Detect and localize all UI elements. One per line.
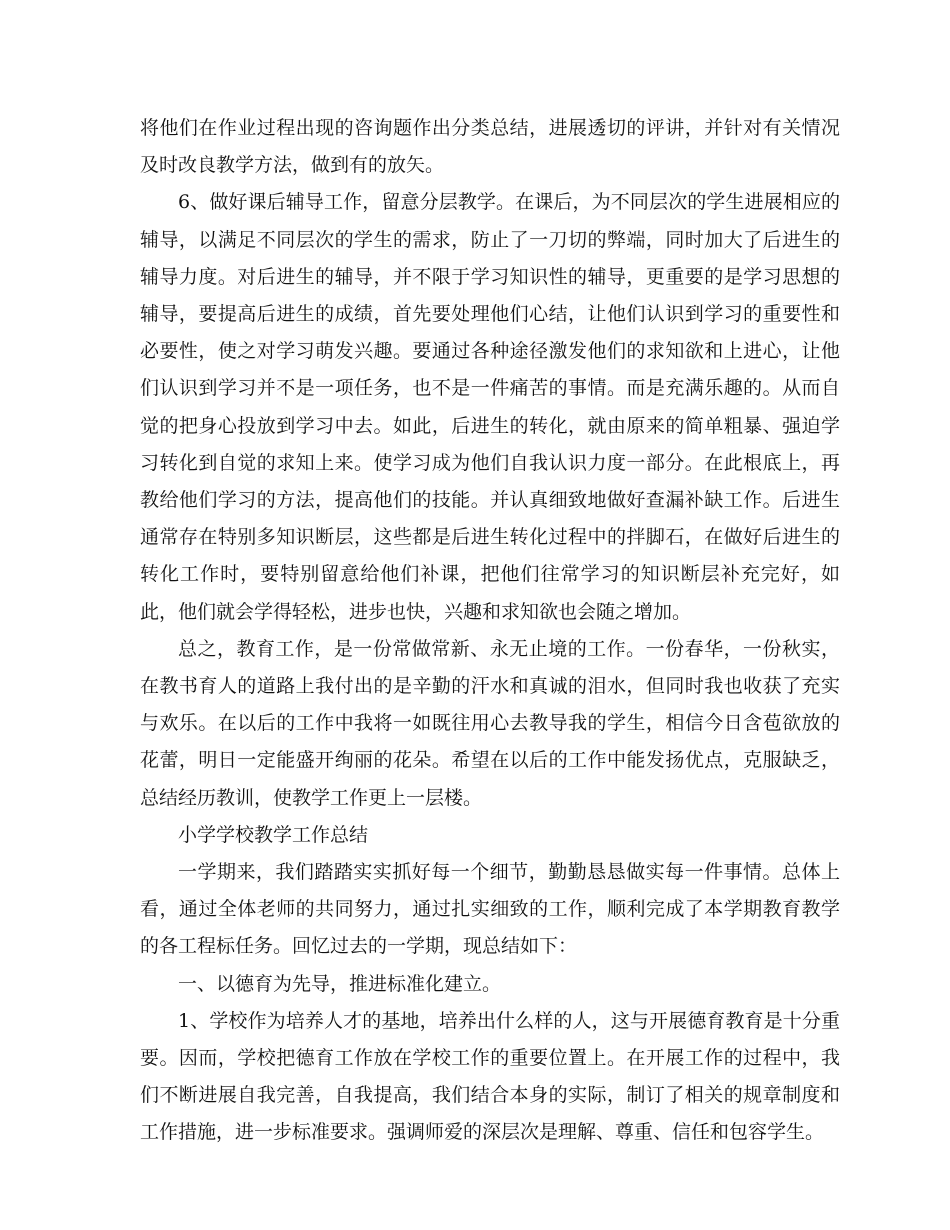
subheading-moral-education: 一、以德育为先导，推进标准化建立。 — [178, 972, 502, 995]
paragraph-continuation: 将他们在作业过程出现的咨询题作出分类总结，进展透切的评讲，并针对有关情况及时改良教学方法，做到有的放矢。 — [140, 117, 840, 177]
paragraph-intro: 一学期来，我们踏踏实实抓好每一个细节，勤勤恳恳做实每一件事情。总体上看，通过全体老师的共同努力，通过扎实细致的工作，顺利完成了本学期教育教学的各工程标任务。回忆过去的一学期，现总结如下： — [140, 861, 840, 958]
paragraph-item-1: 1、学校作为培养人才的基地，培养出什么样的人，这与开展德育教育是十分重要。因而，学校把德育工作放在学校工作的重要位置上。在开展工作的过程中，我们不断进展自我完善，自我提高，我们结合本身的实际，制订了相关的规章制度和工作措施，进一步标准要求。强调师爱的深层次是理解、尊重、信任和包容学生。 — [140, 1009, 840, 1144]
paragraph-conclusion: 总之，教育工作，是一份常做常新、永无止境的工作。一份春华，一份秋实，在教书育人的道路上我付出的是辛勤的汗水和真诚的泪水，但同时我也收获了充实与欢乐。在以后的工作中我将一如既往用心去教导我的学生，相信今日含苞欲放的花蕾，明日一定能盛开绚丽的花朵。希望在以后的工作中能发扬优点，克服缺乏，总结经历教训，使教学工作更上一层楼。 — [140, 637, 840, 809]
paragraph-tutoring: 6、做好课后辅导工作，留意分层教学。在课后，为不同层次的学生进展相应的辅导，以满足不同层次的学生的需求，防止了一刀切的弊端，同时加大了后进生的辅导力度。对后进生的辅导，并不限于学习知识性的辅导，更重要的是学习思想的辅导，要提高后进生的成绩，首先要处理他们心结，让他们认识到学习的重要性和必要性，使之对学习萌发兴趣。要通过各种途径激发他们的求知欲和上进心，让他们认识到学习并不是一项任务，也不是一件痛苦的事情。而是充满乐趣的。从而自觉的把身心投放到学习中去。如此，后进生的转化，就由原来的简单粗暴、强迫学习转化到自觉的求知上来。使学习成为他们自我认识力度一部分。在此根底上，再教给他们学习的方法，提高他们的技能。并认真细致地做好查漏补缺工作。后进生通常存在特别多知识断层，这些都是后进生转化过程中的拌脚石，在做好后进生的转化工作时，要特别留意给他们补课，把他们往常学习的知识断层补充完好，如此，他们就会学得轻松，进步也快，兴趣和求知欲也会随之增加。 — [140, 191, 840, 623]
section-heading: 小学学校教学工作总结 — [178, 823, 369, 846]
document-body — [140, 110, 840, 1152]
